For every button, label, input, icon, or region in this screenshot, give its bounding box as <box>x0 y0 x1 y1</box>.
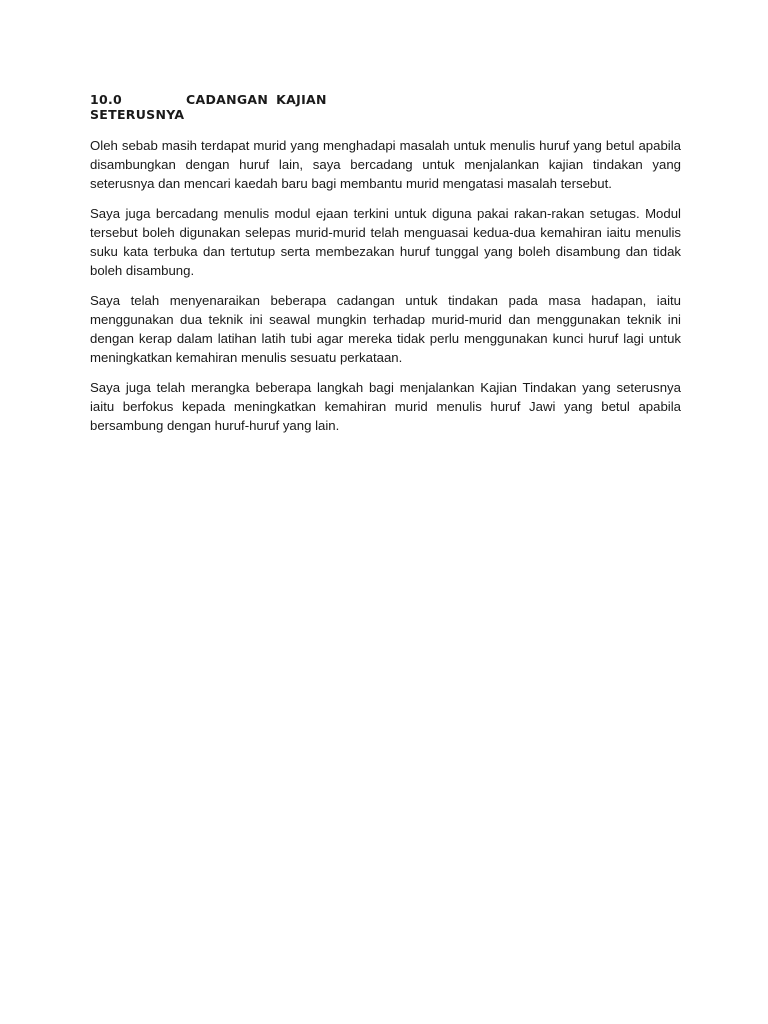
paragraph-1: Oleh sebab masih terdapat murid yang menghadapi masalah untuk menulis huruf yang betul apabila disambungkan dengan huruf lain, saya bercadang untuk menjalankan kajian tindakan yang seterusnya dan mencari kaedah baru bagi membantu murid mengatasi masalah tersebut. <box>90 138 681 191</box>
paragraph-3: Saya telah menyenaraikan beberapa cadangan untuk tindakan pada masa hadapan, iaitu menggunakan dua teknik ini seawal mungkin terhadap murid-murid dan menggunakan teknik ini dengan kerap dalam latihan latih tubi agar mereka tidak perlu menggunakan kunci huruf lagi untuk meningkatkan kemahiran menulis sesuatu perkataan. <box>90 293 681 365</box>
heading-word-cadangan: CADANGAN <box>186 92 269 107</box>
paragraph-2: Saya juga bercadang menulis modul ejaan terkini untuk diguna pakai rakan-rakan setugas. Modul tersebut boleh digunakan selepas murid-murid telah menguasai kedua-dua kemahiran iaitu menulis suku kata terbuka dan tertutup serta membezakan huruf tunggal yang boleh disambung dan tidak boleh disambung. <box>90 206 681 278</box>
heading-word-kajian: KAJIAN <box>276 92 327 107</box>
heading-word-seterusnya: SETERUSNYA <box>90 107 185 122</box>
section-number: 10.0 <box>90 92 123 107</box>
paragraph-4: Saya juga telah merangka beberapa langkah bagi menjalankan Kajian Tindakan yang seterusnya iaitu berfokus kepada meningkatkan kemahiran murid menulis huruf Jawi yang betul apabila bersambung dengan huruf-huruf yang lain. <box>90 380 681 433</box>
section-heading <box>90 92 681 122</box>
document-page <box>90 92 681 446</box>
